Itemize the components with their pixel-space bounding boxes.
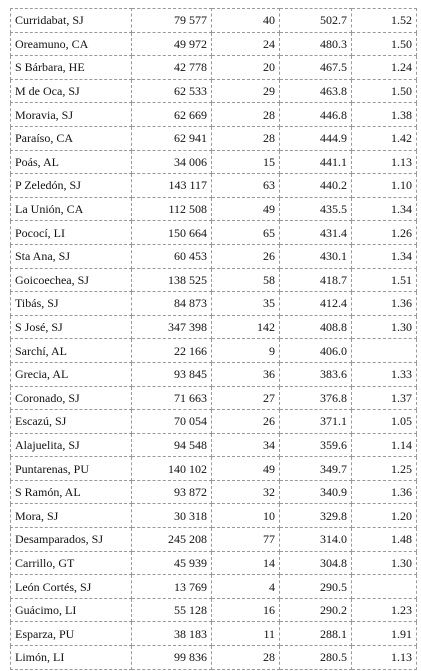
population-cell: 84 873 (132, 292, 212, 316)
table-row (11, 174, 417, 198)
population-cell: 245 208 (132, 528, 212, 552)
population-cell: 13 769 (132, 575, 212, 599)
municipality-cell: Guácimo, LI (11, 598, 132, 622)
table-row (11, 646, 417, 670)
municipality-cell: S José, SJ (11, 315, 132, 339)
population-cell: 49 972 (132, 32, 212, 56)
municipality-cell: Moravia, SJ (11, 103, 132, 127)
table-row (11, 339, 417, 363)
table-row (11, 433, 417, 457)
ratio-cell: 1.36 (352, 292, 417, 316)
rate-cell: 431.4 (280, 221, 352, 245)
count-cell: 9 (212, 339, 280, 363)
table-row (11, 126, 417, 150)
municipality-cell: Limón, LI (11, 646, 132, 670)
population-cell: 30 318 (132, 504, 212, 528)
population-cell: 42 778 (132, 56, 212, 80)
rate-cell: 314.0 (280, 528, 352, 552)
rate-cell: 329.8 (280, 504, 352, 528)
ratio-cell: 1.38 (352, 103, 417, 127)
ratio-cell: 1.30 (352, 551, 417, 575)
rate-cell: 371.1 (280, 410, 352, 434)
municipality-cell: S Ramón, AL (11, 480, 132, 504)
municipality-cell: S Bárbara, HE (11, 56, 132, 80)
rate-cell: 290.2 (280, 598, 352, 622)
municipality-cell: Grecia, AL (11, 362, 132, 386)
rate-cell: 359.6 (280, 433, 352, 457)
population-cell: 138 525 (132, 268, 212, 292)
ratio-cell: 1.48 (352, 528, 417, 552)
table-row (11, 244, 417, 268)
rate-cell: 444.9 (280, 126, 352, 150)
population-cell: 34 006 (132, 150, 212, 174)
rate-cell: 340.9 (280, 480, 352, 504)
ratio-cell: 1.30 (352, 315, 417, 339)
municipality-cell: Esparza, PU (11, 622, 132, 646)
rate-cell: 408.8 (280, 315, 352, 339)
rate-cell: 376.8 (280, 386, 352, 410)
count-cell: 49 (212, 457, 280, 481)
count-cell: 11 (212, 622, 280, 646)
count-cell: 28 (212, 126, 280, 150)
count-cell: 142 (212, 315, 280, 339)
rate-cell: 446.8 (280, 103, 352, 127)
ratio-cell: 1.26 (352, 221, 417, 245)
table-row (11, 103, 417, 127)
table-row (11, 457, 417, 481)
table-row (11, 221, 417, 245)
table-row (11, 362, 417, 386)
count-cell: 63 (212, 174, 280, 198)
rate-cell: 480.3 (280, 32, 352, 56)
ratio-cell (352, 575, 417, 599)
municipality-cell: Alajuelita, SJ (11, 433, 132, 457)
ratio-cell (352, 339, 417, 363)
ratio-cell: 1.33 (352, 362, 417, 386)
ratio-cell: 1.91 (352, 622, 417, 646)
ratio-cell: 1.51 (352, 268, 417, 292)
table-row (11, 504, 417, 528)
ratio-cell: 1.50 (352, 32, 417, 56)
rate-cell: 406.0 (280, 339, 352, 363)
count-cell: 20 (212, 56, 280, 80)
population-cell: 70 054 (132, 410, 212, 434)
table-body (11, 9, 417, 670)
population-cell: 62 533 (132, 79, 212, 103)
count-cell: 36 (212, 362, 280, 386)
count-cell: 10 (212, 504, 280, 528)
statistics-table (10, 8, 417, 670)
table-row (11, 268, 417, 292)
ratio-cell: 1.23 (352, 598, 417, 622)
municipality-cell: Goicoechea, SJ (11, 268, 132, 292)
table-row (11, 528, 417, 552)
table-row (11, 9, 417, 33)
municipality-cell: Mora, SJ (11, 504, 132, 528)
ratio-cell: 1.37 (352, 386, 417, 410)
count-cell: 29 (212, 79, 280, 103)
population-cell: 94 548 (132, 433, 212, 457)
population-cell: 62 669 (132, 103, 212, 127)
ratio-cell: 1.50 (352, 79, 417, 103)
table-row (11, 386, 417, 410)
municipality-cell: Paraíso, CA (11, 126, 132, 150)
ratio-cell: 1.05 (352, 410, 417, 434)
municipality-cell: Desamparados, SJ (11, 528, 132, 552)
population-cell: 93 872 (132, 480, 212, 504)
ratio-cell: 1.42 (352, 126, 417, 150)
count-cell: 4 (212, 575, 280, 599)
municipality-cell: León Cortés, SJ (11, 575, 132, 599)
municipality-cell: La Unión, CA (11, 197, 132, 221)
table-row (11, 575, 417, 599)
population-cell: 143 117 (132, 174, 212, 198)
rate-cell: 383.6 (280, 362, 352, 386)
population-cell: 55 128 (132, 598, 212, 622)
population-cell: 93 845 (132, 362, 212, 386)
population-cell: 99 836 (132, 646, 212, 670)
table-row (11, 150, 417, 174)
municipality-cell: Curridabat, SJ (11, 9, 132, 33)
count-cell: 14 (212, 551, 280, 575)
population-cell: 38 183 (132, 622, 212, 646)
municipality-cell: Coronado, SJ (11, 386, 132, 410)
table-row (11, 480, 417, 504)
population-cell: 22 166 (132, 339, 212, 363)
ratio-cell: 1.52 (352, 9, 417, 33)
rate-cell: 435.5 (280, 197, 352, 221)
count-cell: 26 (212, 410, 280, 434)
municipality-cell: Sta Ana, SJ (11, 244, 132, 268)
count-cell: 77 (212, 528, 280, 552)
table-row (11, 56, 417, 80)
municipality-cell: Pococí, LI (11, 221, 132, 245)
rate-cell: 502.7 (280, 9, 352, 33)
ratio-cell: 1.20 (352, 504, 417, 528)
table-row (11, 292, 417, 316)
ratio-cell: 1.36 (352, 480, 417, 504)
count-cell: 28 (212, 103, 280, 127)
population-cell: 150 664 (132, 221, 212, 245)
table-row (11, 598, 417, 622)
table-row (11, 79, 417, 103)
rate-cell: 349.7 (280, 457, 352, 481)
count-cell: 15 (212, 150, 280, 174)
ratio-cell: 1.24 (352, 56, 417, 80)
rate-cell: 467.5 (280, 56, 352, 80)
municipality-cell: P Zeledón, SJ (11, 174, 132, 198)
count-cell: 58 (212, 268, 280, 292)
population-cell: 79 577 (132, 9, 212, 33)
population-cell: 60 453 (132, 244, 212, 268)
municipality-cell: Oreamuno, CA (11, 32, 132, 56)
table-row (11, 315, 417, 339)
municipality-cell: M de Oca, SJ (11, 79, 132, 103)
count-cell: 16 (212, 598, 280, 622)
rate-cell: 290.5 (280, 575, 352, 599)
population-cell: 347 398 (132, 315, 212, 339)
rate-cell: 304.8 (280, 551, 352, 575)
rate-cell: 463.8 (280, 79, 352, 103)
ratio-cell: 1.14 (352, 433, 417, 457)
count-cell: 32 (212, 480, 280, 504)
population-cell: 62 941 (132, 126, 212, 150)
ratio-cell: 1.34 (352, 197, 417, 221)
count-cell: 49 (212, 197, 280, 221)
table-row (11, 410, 417, 434)
population-cell: 71 663 (132, 386, 212, 410)
count-cell: 35 (212, 292, 280, 316)
ratio-cell: 1.13 (352, 646, 417, 670)
municipality-cell: Tibás, SJ (11, 292, 132, 316)
rate-cell: 441.1 (280, 150, 352, 174)
ratio-cell: 1.10 (352, 174, 417, 198)
municipality-cell: Poás, AL (11, 150, 132, 174)
rate-cell: 280.5 (280, 646, 352, 670)
municipality-cell: Sarchí, AL (11, 339, 132, 363)
ratio-cell: 1.34 (352, 244, 417, 268)
rate-cell: 440.2 (280, 174, 352, 198)
count-cell: 40 (212, 9, 280, 33)
count-cell: 27 (212, 386, 280, 410)
count-cell: 26 (212, 244, 280, 268)
rate-cell: 288.1 (280, 622, 352, 646)
ratio-cell: 1.13 (352, 150, 417, 174)
population-cell: 112 508 (132, 197, 212, 221)
table-row (11, 197, 417, 221)
municipality-cell: Escazú, SJ (11, 410, 132, 434)
table-row (11, 32, 417, 56)
population-cell: 45 939 (132, 551, 212, 575)
municipality-cell: Carrillo, GT (11, 551, 132, 575)
ratio-cell: 1.25 (352, 457, 417, 481)
population-cell: 140 102 (132, 457, 212, 481)
rate-cell: 418.7 (280, 268, 352, 292)
rate-cell: 430.1 (280, 244, 352, 268)
count-cell: 34 (212, 433, 280, 457)
count-cell: 28 (212, 646, 280, 670)
table-row (11, 551, 417, 575)
rate-cell: 412.4 (280, 292, 352, 316)
table-row (11, 622, 417, 646)
count-cell: 24 (212, 32, 280, 56)
count-cell: 65 (212, 221, 280, 245)
municipality-cell: Puntarenas, PU (11, 457, 132, 481)
